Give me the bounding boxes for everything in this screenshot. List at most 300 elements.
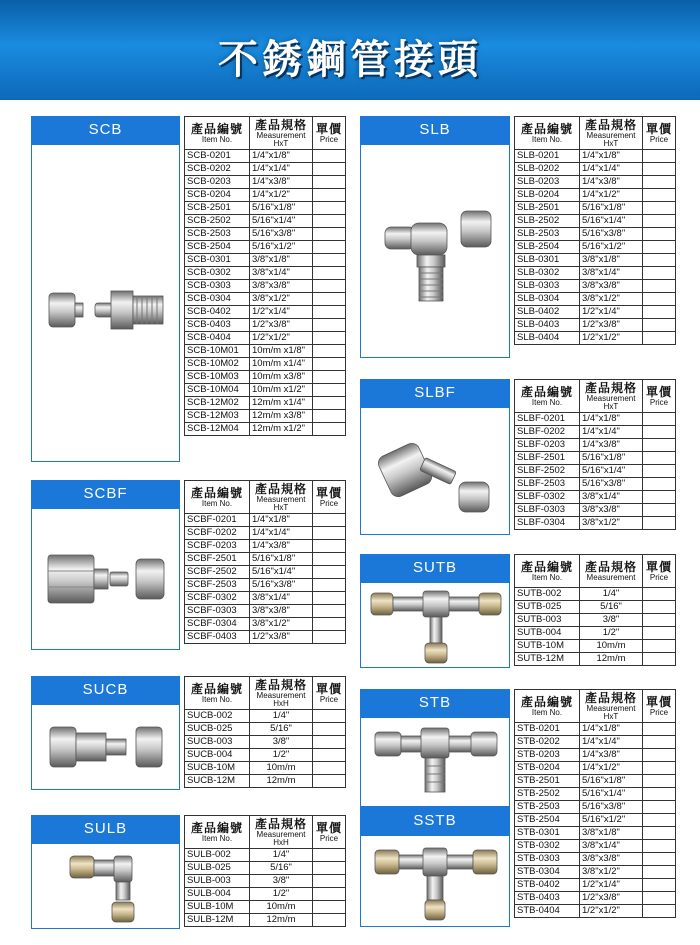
price-cell (643, 319, 676, 332)
price-cell (643, 588, 676, 601)
col-meas-zh: 產品規格 (254, 816, 307, 831)
table-row (515, 840, 676, 853)
measurement-cell: 1/4"x1/8" (580, 413, 643, 426)
price-cell (313, 914, 346, 927)
col-meas-en: Measurement (586, 703, 636, 713)
item-number-cell: SCBF-0203 (185, 540, 250, 553)
section-label: SCB (31, 116, 180, 144)
table-row (515, 627, 676, 640)
price-cell (313, 631, 346, 644)
table-row (515, 163, 676, 176)
col-item-en: Item No. (201, 134, 233, 144)
col-meas-zh: 產品規格 (254, 677, 307, 692)
fitting-icon (371, 722, 501, 802)
item-number-cell: STB-2502 (515, 788, 580, 801)
item-number-cell: SCB-12M03 (185, 410, 250, 423)
measurement-cell: 5/16"x1/2" (250, 241, 313, 254)
table-row (185, 397, 346, 410)
item-number-cell: SCBF-2502 (185, 566, 250, 579)
col-item-zh: 產品編號 (190, 681, 243, 696)
price-cell (313, 618, 346, 631)
table-row (185, 280, 346, 293)
item-number-cell: SUTB-10M (515, 640, 580, 653)
table-header (185, 677, 346, 710)
item-number-cell: SLB-0404 (515, 332, 580, 345)
item-number-cell: SLB-2501 (515, 202, 580, 215)
col-price-en: Price (649, 397, 669, 407)
measurement-cell: 1/4"x1/2" (580, 189, 643, 202)
price-cell (643, 478, 676, 491)
measurement-cell: 3/8"x1/2" (250, 293, 313, 306)
price-cell (643, 892, 676, 905)
item-number-cell: STB-0203 (515, 749, 580, 762)
table-header (515, 555, 676, 588)
item-number-cell: STB-0404 (515, 905, 580, 918)
col-meas-sub: HxT (273, 502, 289, 512)
product-photo-slb (360, 144, 510, 358)
col-meas-en: Measurement (586, 572, 636, 582)
table-row (185, 241, 346, 254)
price-cell (643, 775, 676, 788)
table-row (185, 358, 346, 371)
table-slbf (514, 379, 676, 530)
table-row (515, 723, 676, 736)
item-number-cell: SCBF-0302 (185, 592, 250, 605)
table-row (515, 801, 676, 814)
item-number-cell: SLBF-2503 (515, 478, 580, 491)
price-cell (313, 358, 346, 371)
measurement-cell: 3/8"x1/4" (250, 267, 313, 280)
table-row (515, 439, 676, 452)
price-cell (643, 332, 676, 345)
section-label-sstb: SSTB (360, 807, 510, 835)
price-cell (643, 439, 676, 452)
table-row (515, 189, 676, 202)
measurement-cell: 10m/m x1/8" (250, 345, 313, 358)
table-row (185, 888, 346, 901)
table-row (185, 163, 346, 176)
item-number-cell: SULB-003 (185, 875, 250, 888)
table-row (515, 601, 676, 614)
measurement-cell: 1/2"x3/8" (580, 892, 643, 905)
item-number-cell: SCB-2504 (185, 241, 250, 254)
measurement-cell: 5/16"x3/8" (250, 228, 313, 241)
item-number-cell: SCB-0203 (185, 176, 250, 189)
table-row (185, 293, 346, 306)
measurement-cell: 5/16"x1/8" (580, 452, 643, 465)
item-number-cell: SCBF-2503 (185, 579, 250, 592)
item-number-cell: SCB-0204 (185, 189, 250, 202)
table-body (515, 588, 676, 666)
table-row (185, 875, 346, 888)
table-body (185, 514, 346, 644)
table-row (515, 413, 676, 426)
measurement-cell: 3/8"x1/4" (580, 267, 643, 280)
col-price-en: Price (649, 707, 669, 717)
table-row (515, 150, 676, 163)
table-row (515, 202, 676, 215)
table-row (515, 254, 676, 267)
table-header (185, 117, 346, 150)
table-row (185, 592, 346, 605)
table-body (515, 723, 676, 918)
price-cell (313, 384, 346, 397)
table-row (515, 280, 676, 293)
product-photo-sucb (31, 704, 180, 790)
item-number-cell: SLB-0201 (515, 150, 580, 163)
col-item-zh: 產品編號 (190, 121, 243, 136)
table-row (515, 736, 676, 749)
measurement-cell: 1/2"x1/2" (250, 332, 313, 345)
fitting-icon (373, 428, 498, 518)
col-price-zh: 單價 (315, 681, 342, 696)
table-row (515, 491, 676, 504)
price-cell (313, 150, 346, 163)
table-body (515, 150, 676, 345)
table-body (185, 710, 346, 788)
measurement-cell: 1/2"x1/4" (580, 879, 643, 892)
item-number-cell: SCB-0304 (185, 293, 250, 306)
measurement-cell: 10m/m (250, 901, 313, 914)
price-cell (643, 762, 676, 775)
table-row (515, 892, 676, 905)
table-header (515, 690, 676, 723)
price-cell (643, 306, 676, 319)
measurement-cell: 5/16"x1/4" (250, 566, 313, 579)
table-row (185, 631, 346, 644)
col-price-zh: 單價 (645, 384, 672, 399)
price-cell (313, 775, 346, 788)
item-number-cell: SLBF-2501 (515, 452, 580, 465)
fitting-icon (46, 719, 166, 775)
measurement-cell: 12m/m (580, 653, 643, 666)
item-number-cell: SLB-2504 (515, 241, 580, 254)
table-row (515, 614, 676, 627)
item-number-cell: SULB-10M (185, 901, 250, 914)
measurement-cell: 1/2"x1/2" (580, 332, 643, 345)
measurement-cell: 1/4"x3/8" (250, 176, 313, 189)
price-cell (313, 579, 346, 592)
price-cell (643, 202, 676, 215)
item-number-cell: STB-2504 (515, 814, 580, 827)
col-item-en: Item No. (531, 707, 563, 717)
measurement-cell: 3/8"x1/4" (580, 840, 643, 853)
price-cell (313, 736, 346, 749)
item-number-cell: STB-2501 (515, 775, 580, 788)
col-item-zh: 產品編號 (520, 559, 573, 574)
col-meas-zh: 產品規格 (584, 380, 637, 395)
price-cell (313, 605, 346, 618)
table-row (185, 306, 346, 319)
measurement-cell: 1/4"x1/4" (250, 527, 313, 540)
item-number-cell: SCB-0303 (185, 280, 250, 293)
item-number-cell: SLBF-0202 (515, 426, 580, 439)
table-slb (514, 116, 676, 345)
table-row (515, 866, 676, 879)
price-cell (643, 749, 676, 762)
item-number-cell: STB-0302 (515, 840, 580, 853)
measurement-cell: 5/16"x3/8" (580, 478, 643, 491)
measurement-cell: 5/16"x1/4" (250, 215, 313, 228)
price-cell (643, 736, 676, 749)
table-header (515, 380, 676, 413)
item-number-cell: SCBF-0202 (185, 527, 250, 540)
price-cell (643, 853, 676, 866)
measurement-cell: 5/16"x1/4" (580, 215, 643, 228)
measurement-cell: 5/16"x1/8" (580, 775, 643, 788)
table-header (185, 816, 346, 849)
price-cell (313, 176, 346, 189)
measurement-cell: 3/8"x1/2" (250, 618, 313, 631)
measurement-cell: 10m/m x3/8" (250, 371, 313, 384)
measurement-cell: 1/2"x3/8" (580, 319, 643, 332)
col-meas-zh: 產品規格 (584, 690, 637, 705)
measurement-cell: 1/4"x3/8" (580, 176, 643, 189)
col-meas-en: Measurement (256, 690, 306, 700)
measurement-cell: 1/2" (580, 627, 643, 640)
table-header (185, 481, 346, 514)
col-price-zh: 單價 (645, 559, 672, 574)
price-cell (313, 592, 346, 605)
item-number-cell: SCB-2502 (185, 215, 250, 228)
fitting-icon (371, 840, 501, 924)
item-number-cell: SLB-0304 (515, 293, 580, 306)
price-cell (313, 527, 346, 540)
measurement-cell: 3/8"x1/8" (580, 827, 643, 840)
table-row (515, 853, 676, 866)
item-number-cell: SLB-0202 (515, 163, 580, 176)
price-cell (313, 749, 346, 762)
measurement-cell: 1/4" (580, 588, 643, 601)
price-cell (643, 640, 676, 653)
price-cell (313, 410, 346, 423)
measurement-cell: 12m/m x1/4" (250, 397, 313, 410)
measurement-cell: 1/2" (250, 749, 313, 762)
col-meas-zh: 產品規格 (584, 117, 637, 132)
measurement-cell: 5/16"x1/8" (250, 202, 313, 215)
col-item-zh: 產品編號 (520, 694, 573, 709)
table-row (515, 306, 676, 319)
item-number-cell: SLBF-0201 (515, 413, 580, 426)
table-row (515, 640, 676, 653)
col-meas-sub: HxH (273, 698, 289, 708)
measurement-cell: 5/16" (250, 723, 313, 736)
price-cell (643, 150, 676, 163)
table-row (185, 775, 346, 788)
table-row (515, 588, 676, 601)
measurement-cell: 3/8"x3/8" (250, 605, 313, 618)
table-row (185, 267, 346, 280)
item-number-cell: SCB-2501 (185, 202, 250, 215)
item-number-cell: SCB-0402 (185, 306, 250, 319)
table-row (185, 150, 346, 163)
table-row (515, 788, 676, 801)
measurement-cell: 3/8" (250, 736, 313, 749)
price-cell (643, 280, 676, 293)
measurement-cell: 12m/m (250, 775, 313, 788)
item-number-cell: SULB-002 (185, 849, 250, 862)
price-cell (313, 280, 346, 293)
product-photo-slbf (360, 407, 510, 535)
item-number-cell: STB-0202 (515, 736, 580, 749)
col-item-en: Item No. (201, 694, 233, 704)
measurement-cell: 3/8" (250, 875, 313, 888)
measurement-cell: 3/8"x3/8" (580, 853, 643, 866)
table-row (515, 879, 676, 892)
table-row (185, 371, 346, 384)
measurement-cell: 10m/m (250, 762, 313, 775)
item-number-cell: SUCB-004 (185, 749, 250, 762)
table-row (185, 527, 346, 540)
price-cell (643, 215, 676, 228)
price-cell (643, 452, 676, 465)
item-number-cell: SCB-0404 (185, 332, 250, 345)
measurement-cell: 1/4"x3/8" (250, 540, 313, 553)
price-cell (313, 875, 346, 888)
measurement-cell: 1/4"x1/4" (580, 736, 643, 749)
col-price-zh: 單價 (315, 485, 342, 500)
table-row (185, 228, 346, 241)
measurement-cell: 3/8"x3/8" (580, 280, 643, 293)
table-row (515, 653, 676, 666)
measurement-cell: 1/4"x1/8" (250, 150, 313, 163)
measurement-cell: 1/2"x1/4" (580, 306, 643, 319)
measurement-cell: 12m/m (250, 914, 313, 927)
page-title: 不銹鋼管接頭 (218, 36, 482, 83)
col-item-en: Item No. (201, 833, 233, 843)
item-number-cell: SUCB-002 (185, 710, 250, 723)
item-number-cell: SLB-0403 (515, 319, 580, 332)
section-label: SUTB (360, 554, 510, 582)
price-cell (313, 566, 346, 579)
measurement-cell: 3/8"x1/2" (580, 517, 643, 530)
measurement-cell: 3/8"x1/8" (580, 254, 643, 267)
measurement-cell: 5/16" (580, 601, 643, 614)
table-sucb (184, 676, 346, 788)
price-cell (313, 202, 346, 215)
col-price-en: Price (319, 498, 339, 508)
table-stb (514, 689, 676, 918)
table-row (185, 384, 346, 397)
table-row (185, 749, 346, 762)
measurement-cell: 3/8"x1/2" (580, 293, 643, 306)
measurement-cell: 1/4"x1/2" (250, 189, 313, 202)
table-row (185, 762, 346, 775)
table-row (185, 176, 346, 189)
table-row (185, 189, 346, 202)
item-number-cell: SUCB-10M (185, 762, 250, 775)
measurement-cell: 1/4"x1/4" (250, 163, 313, 176)
table-row (515, 517, 676, 530)
item-number-cell: SLB-0303 (515, 280, 580, 293)
price-cell (643, 827, 676, 840)
col-meas-en: Measurement (256, 494, 306, 504)
table-row (515, 905, 676, 918)
col-price-en: Price (319, 694, 339, 704)
price-cell (313, 723, 346, 736)
table-scb (184, 116, 346, 436)
product-photo-sstb (360, 835, 510, 927)
item-number-cell: SCB-12M02 (185, 397, 250, 410)
col-meas-en: Measurement (256, 829, 306, 839)
item-number-cell: SCBF-2501 (185, 553, 250, 566)
col-price-zh: 單價 (645, 121, 672, 136)
measurement-cell: 1/4" (250, 710, 313, 723)
price-cell (313, 423, 346, 436)
price-cell (313, 371, 346, 384)
item-number-cell: SLBF-0304 (515, 517, 580, 530)
measurement-cell: 12m/m x1/2" (250, 423, 313, 436)
table-row (515, 814, 676, 827)
measurement-cell: 1/2"x1/4" (250, 306, 313, 319)
price-cell (313, 163, 346, 176)
fitting-icon (62, 848, 152, 928)
measurement-cell: 10m/m (580, 640, 643, 653)
price-cell (643, 491, 676, 504)
col-price-en: Price (319, 134, 339, 144)
col-price-en: Price (649, 134, 669, 144)
item-number-cell: SCB-10M04 (185, 384, 250, 397)
table-body (185, 849, 346, 927)
section-label: STB (360, 689, 510, 717)
item-number-cell: SCB-2503 (185, 228, 250, 241)
table-row (185, 605, 346, 618)
price-cell (643, 601, 676, 614)
product-photo-scbf (31, 508, 180, 650)
measurement-cell: 10m/m x1/4" (250, 358, 313, 371)
price-cell (643, 723, 676, 736)
col-price-zh: 單價 (315, 820, 342, 835)
table-sutb (514, 554, 676, 666)
col-price-en: Price (649, 572, 669, 582)
item-number-cell: STB-0403 (515, 892, 580, 905)
price-cell (313, 710, 346, 723)
measurement-cell: 5/16"x1/8" (250, 553, 313, 566)
col-meas-zh: 產品規格 (584, 559, 637, 574)
table-sulb (184, 815, 346, 927)
measurement-cell: 3/8"x1/4" (580, 491, 643, 504)
table-row (185, 849, 346, 862)
measurement-cell: 5/16"x1/4" (580, 465, 643, 478)
price-cell (643, 267, 676, 280)
price-cell (643, 788, 676, 801)
measurement-cell: 3/8" (580, 614, 643, 627)
item-number-cell: SCB-0403 (185, 319, 250, 332)
item-number-cell: SCBF-0304 (185, 618, 250, 631)
table-row (185, 410, 346, 423)
price-cell (313, 319, 346, 332)
price-cell (313, 553, 346, 566)
price-cell (643, 627, 676, 640)
table-row (515, 827, 676, 840)
fitting-icon (44, 551, 169, 607)
price-cell (313, 514, 346, 527)
item-number-cell: SLB-0402 (515, 306, 580, 319)
table-row (515, 267, 676, 280)
table-header (515, 117, 676, 150)
fitting-icon (381, 207, 496, 307)
table-row (515, 332, 676, 345)
col-meas-sub: HxT (273, 138, 289, 148)
measurement-cell: 3/8"x1/2" (580, 866, 643, 879)
price-cell (313, 397, 346, 410)
item-number-cell: SULB-025 (185, 862, 250, 875)
table-row (185, 254, 346, 267)
item-number-cell: SCBF-0403 (185, 631, 250, 644)
item-number-cell: STB-0204 (515, 762, 580, 775)
measurement-cell: 1/4"x3/8" (580, 439, 643, 452)
table-row (185, 618, 346, 631)
